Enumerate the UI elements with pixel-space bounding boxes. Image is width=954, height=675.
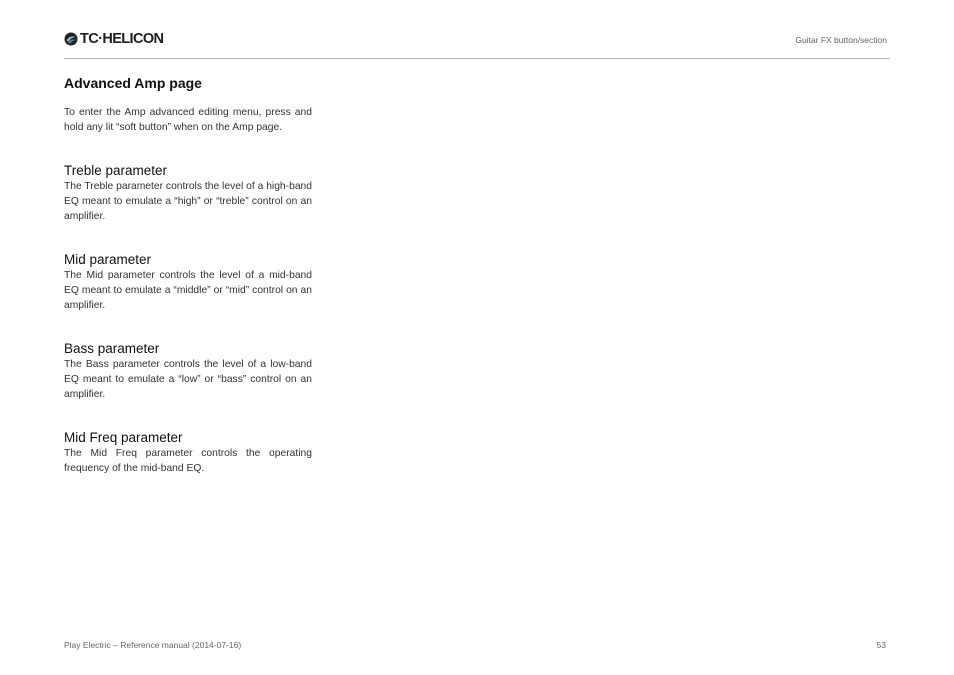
param-title: Bass parameter bbox=[64, 341, 160, 356]
logo-wordmark: TC·HELICON bbox=[80, 31, 164, 47]
page-header bbox=[64, 30, 890, 59]
tc-helicon-logo bbox=[64, 31, 163, 47]
param-title: Mid parameter bbox=[64, 252, 152, 267]
param-title: Treble parameter bbox=[64, 163, 168, 178]
param-description: The Bass parameter controls the level of a low-band EQ meant to emulate a “low” or “bass” control on an amplifier. bbox=[64, 359, 312, 400]
param-bass bbox=[64, 341, 312, 402]
intro-paragraph: To enter the Amp advanced editing menu, press and hold any lit “soft button” when on the Amp page. bbox=[64, 107, 312, 133]
section-label: Guitar FX button/section bbox=[795, 35, 887, 45]
param-description: The Mid parameter controls the level of a mid-band EQ meant to emulate a “middle” or “mid” control on an amplifier. bbox=[64, 270, 312, 311]
main-content bbox=[64, 74, 312, 504]
footer-page-number: 53 bbox=[876, 640, 886, 650]
param-description: The Treble parameter controls the level of a high-band EQ meant to emulate a “high” or “treble” control on an amplifier. bbox=[64, 181, 312, 222]
page-title: Advanced Amp page bbox=[64, 75, 202, 91]
param-mid-freq bbox=[64, 430, 312, 476]
footer-document-title: Play Electric – Reference manual (2014-07-16) bbox=[64, 640, 242, 650]
param-treble bbox=[64, 163, 312, 224]
param-description: The Mid Freq parameter controls the operating frequency of the mid-band EQ. bbox=[64, 448, 312, 474]
logo-mark-icon bbox=[64, 32, 78, 46]
param-title: Mid Freq parameter bbox=[64, 430, 183, 445]
param-mid bbox=[64, 252, 312, 313]
